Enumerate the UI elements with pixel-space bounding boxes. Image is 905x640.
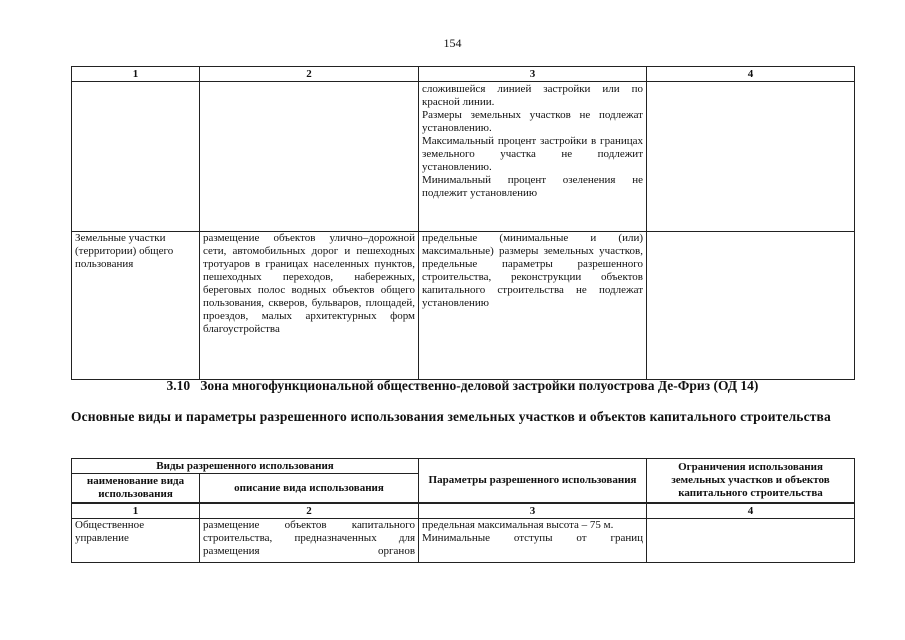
section-heading: 3.10 Зона многофункциональной общественно-деловой застройки полуострова Де-Фриз (ОД 14): [166, 378, 759, 393]
table-row: [72, 232, 855, 380]
parameters-header: Параметры разрешенного использования: [419, 459, 647, 504]
table-header-row: [72, 459, 855, 474]
table-cell: [200, 82, 419, 232]
column-number: 2: [200, 503, 419, 519]
use-type-name: Земельные участки (территории) общего пользования: [72, 232, 200, 380]
column-number: 3: [419, 67, 647, 82]
use-restrictions: [647, 519, 855, 563]
table-cell: [72, 82, 200, 232]
page-number: 154: [443, 36, 462, 50]
use-type-description: размещение объектов капитального строительства, предназначенных для размещения органов: [200, 519, 419, 563]
table-header-row: [72, 67, 855, 82]
table-row: [72, 519, 855, 563]
use-type-name: Общественное управление: [72, 519, 200, 563]
column-number: 1: [72, 67, 200, 82]
zone-table: [71, 458, 855, 563]
column-number: 4: [647, 503, 855, 519]
use-type-description: размещение объектов улично–дорожной сети, автомобильных дорог и пешеходных тротуаров в границах населенных пунктов, пешеходных переходов, набережных, береговых полос водных объектов общего пользования, скверов, бульваров, площадей, проездов, малых архитектурных форм благоустройства: [200, 232, 419, 380]
column-number: 3: [419, 503, 647, 519]
use-name-header: наименование вида использования: [72, 474, 200, 504]
cell-paragraph: Минимальный процент озеленения не подлежит установлению: [422, 174, 643, 199]
use-parameters: [419, 519, 647, 563]
column-number-row: [72, 503, 855, 519]
group-header: Виды разрешенного использования: [72, 459, 419, 474]
table-cell: [419, 82, 647, 232]
cell-paragraph: Минимальные отступы от границ: [422, 532, 644, 544]
column-number: 4: [647, 67, 855, 82]
continued-table: [71, 66, 855, 380]
use-parameters: предельные (минимальные и (или) максимальные) размеры земельных участков, предельные параметры разрешенного строительства, реконструкции объектов капитального строительства не подлежат установлению: [419, 232, 647, 380]
cell-paragraph: предельная максимальная высота – 75 м.: [422, 519, 614, 531]
use-description-header: описание вида использования: [200, 474, 419, 504]
cell-paragraph: Размеры земельных участков не подлежат установлению.: [422, 109, 643, 134]
column-number: 1: [72, 503, 200, 519]
column-number: 2: [200, 67, 419, 82]
restrictions-header: Ограничения использования земельных участков и объектов капитального строительства: [647, 459, 855, 504]
cell-paragraph: сложившейся линией застройки или по красной линии.: [422, 83, 643, 108]
subheading: Основные виды и параметры разрешенного использования земельных участков и объектов капитального строительства: [71, 409, 831, 424]
table-cell: [647, 82, 855, 232]
cell-paragraph: Максимальный процент застройки в границах земельного участка не подлежит установлению.: [422, 135, 643, 173]
table-row: [72, 82, 855, 232]
use-restrictions: [647, 232, 855, 380]
